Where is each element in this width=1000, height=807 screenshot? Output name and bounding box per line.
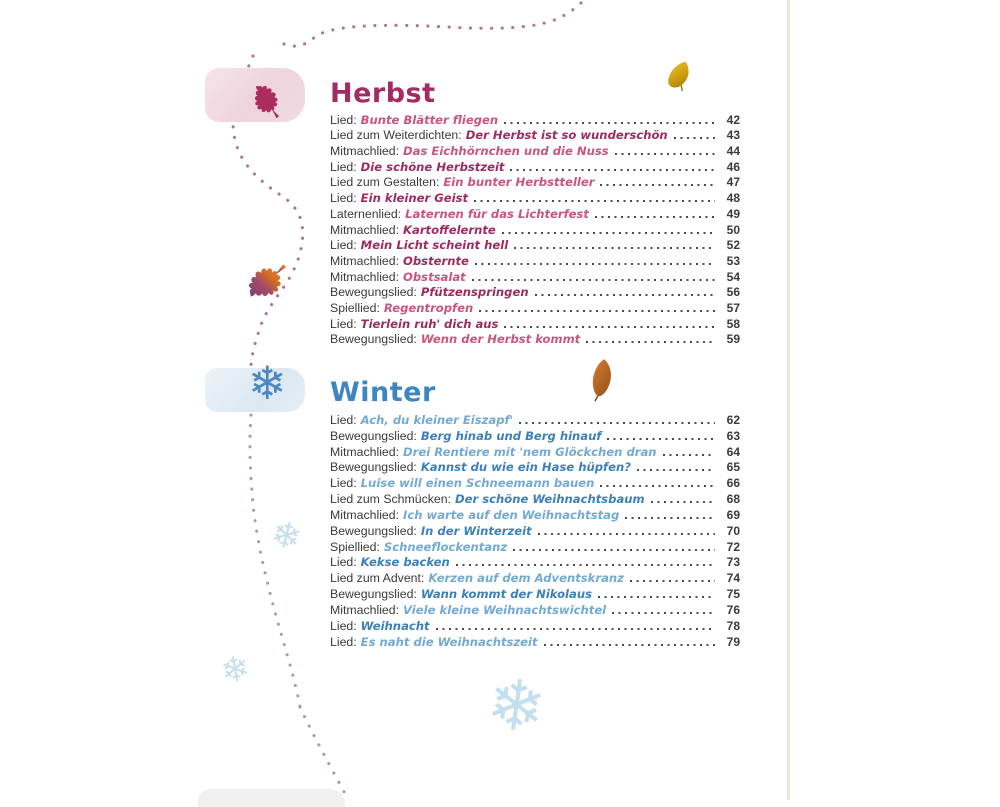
toc-row-title: Obsternte [403,253,469,268]
toc-row [330,221,740,237]
toc-row-page: 58 [726,316,740,331]
toc-row [330,522,740,538]
toc-row-label: Lied: [330,555,357,570]
toc-row-title: Viele kleine Weihnachtswichtel [403,602,607,617]
dotted-leader [510,169,715,171]
toc-row-label: Lied: [330,634,357,649]
toc-row-label: Lied: [330,412,357,427]
dotted-leader [436,628,715,630]
toc-row-page: 74 [726,571,740,586]
dotted-leader [586,341,715,343]
dotted-leader [479,310,715,312]
toc-row-page: 76 [726,602,740,617]
toc-row-title: Tierlein ruh' dich aus [360,316,499,331]
dotted-leader [513,549,715,551]
dotted-leader [612,612,715,614]
toc-row-label: Lied: [330,159,357,174]
toc-row-title: Luise will einen Schneemann bauen [360,476,595,491]
toc-row [330,538,740,554]
toc-row-page: 46 [726,159,740,174]
dotted-leader [474,200,715,202]
toc-row-page: 43 [726,128,740,143]
toc-row-page: 68 [726,492,740,507]
dotted-leader [651,501,715,503]
toc-row [330,142,740,158]
toc-row [330,252,740,268]
toc-row [330,174,740,190]
toc-row-page: 59 [726,332,740,347]
toc-row-page: 69 [726,507,740,522]
dotted-leader [502,232,715,234]
dotted-leader [674,137,715,139]
toc-row [330,127,740,143]
toc-row-title: Kerzen auf dem Adventskranz [428,571,624,586]
toc-row-page: 70 [726,523,740,538]
dotted-trail-bottom [300,707,348,799]
toc-row-title: Der schöne Weihnachtsbaum [454,492,645,507]
herbst-section-title: Herbst [330,78,436,109]
toc-row-title: Schneeflockentanz [383,539,508,554]
toc-row-label: Lied: [330,618,357,633]
toc-row-page: 78 [726,618,740,633]
toc-row-page: 73 [726,555,740,570]
toc-row-label: Bewegungslied: [330,587,417,602]
dotted-leader [544,644,715,646]
toc-row [330,601,740,617]
toc-row-title: Laternen für das Lichterfest [405,206,589,221]
dotted-leader [475,263,715,265]
toc-row [330,158,740,174]
toc-row [330,411,740,427]
toc-row-title: Ein bunter Herbstteller [443,175,595,190]
toc-row-label: Lied: [330,191,357,206]
toc-row-page: 66 [726,476,740,491]
toc-row-title: Bunte Blätter fliegen [360,112,499,127]
toc-row-page: 53 [726,253,740,268]
toc-row [330,268,740,284]
toc-row-title: Ein kleiner Geist [360,191,469,206]
toc-row-label: Mitmachlied: [330,602,400,617]
page-edge-line [787,0,790,800]
toc-row-label: Laternenlied: [330,206,402,221]
toc-row [330,315,740,331]
toc-row [330,585,740,601]
toc-row-page: 57 [726,300,740,315]
dotted-leader [630,580,715,582]
toc-row-title: Es naht die Weihnachtszeit [360,634,538,649]
toc-row-title: Berg hinab und Berg hinauf [420,428,602,443]
toc-row [330,554,740,570]
toc-row-page: 79 [726,634,740,649]
toc-row-title: Mein Licht scheint hell [360,238,509,253]
dotted-leader [504,122,715,124]
toc-row-label: Lied: [330,112,357,127]
toc-row-title: Pfützenspringen [420,285,529,300]
toc-row-title: Ich warte auf den Weihnachtstag [403,507,620,522]
dotted-trail-top [284,2,582,46]
toc-row-page: 75 [726,587,740,602]
toc-row-label: Mitmachlied: [330,507,400,522]
toc-row-title: Kartoffelernte [403,222,496,237]
dotted-leader [615,153,715,155]
toc-row-label: Spiellied: [330,539,380,554]
dotted-trail-left-lower [250,415,300,707]
toc-row [330,284,740,300]
toc-row [330,443,740,459]
dotted-leader [595,216,715,218]
dotted-leader [519,422,715,424]
toc-row [330,237,740,253]
toc-row-title: Weihnacht [360,618,430,633]
toc-row-page: 72 [726,539,740,554]
toc-row-title: Der Herbst ist so wunderschön [465,128,668,143]
toc-row [330,111,740,127]
toc-row [330,189,740,205]
toc-row-label: Bewegungslied: [330,428,417,443]
toc-row-title: Das Eichhörnchen und die Nuss [403,144,609,159]
toc-row-label: Lied: [330,238,357,253]
toc-row-label: Bewegungslied: [330,285,417,300]
toc-row-title: Kannst du wie ein Hase hüpfen? [420,460,631,475]
toc-row [330,427,740,443]
toc-row [330,299,740,315]
toc-row-label: Bewegungslied: [330,332,417,347]
toc-row-label: Lied zum Weiterdichten: [330,128,462,143]
dotted-leader [598,596,715,598]
toc-row-title: Wann kommt der Nikolaus [420,587,593,602]
snowflake-large-icon: ❄ [481,661,552,751]
dotted-leader [625,517,715,519]
toc-row-title: Drei Rentiere mit 'nem Glöckchen dran [403,444,657,459]
snowflake-small-icon: ❄ [266,512,306,561]
dotted-leader [600,485,715,487]
toc-row [330,331,740,347]
snowflake-icon: ❄ [248,356,287,410]
toc-row-label: Bewegungslied: [330,460,417,475]
toc-row-page: 52 [726,238,740,253]
toc-row-title: Ach, du kleiner Eiszapf' [360,412,514,427]
toc-row-label: Mitmachlied: [330,253,400,268]
dotted-leader [607,438,715,440]
dotted-leader [538,533,715,535]
toc-row [330,490,740,506]
winter-section-title: Winter [330,377,436,408]
toc-row-title: Wenn der Herbst kommt [420,332,581,347]
toc-row [330,474,740,490]
toc-row [330,459,740,475]
toc-row-page: 64 [726,444,740,459]
toc-row-page: 44 [726,144,740,159]
toc-row-page: 63 [726,428,740,443]
dotted-leader [600,184,715,186]
next-section-box-peek [198,789,345,807]
snowflake-medium-icon: ❄ [217,647,253,693]
toc-row-label: Lied zum Schmücken: [330,492,451,507]
toc-row [330,569,740,585]
toc-row-title: Kekse backen [360,555,450,570]
toc-row-page: 62 [726,412,740,427]
toc-row-title: Die schöne Herbstzeit [360,159,505,174]
toc-row-label: Lied zum Advent: [330,571,425,586]
toc-row-page: 65 [726,460,740,475]
toc-row [330,205,740,221]
toc-row-label: Mitmachlied: [330,444,400,459]
toc-row-label: Mitmachlied: [330,222,400,237]
toc-row-label: Lied: [330,476,357,491]
toc-row [330,633,740,649]
toc-row-label: Spiellied: [330,300,380,315]
dotted-leader [637,469,715,471]
toc-row-title: In der Winterzeit [420,523,532,538]
toc-row-page: 56 [726,285,740,300]
toc-row-label: Bewegungslied: [330,523,417,538]
toc-row-label: Lied zum Gestalten: [330,175,440,190]
toc-row-label: Mitmachlied: [330,144,400,159]
toc-row-title: Regentropfen [383,300,474,315]
toc-row-title: Obstsalat [403,269,466,284]
toc-row-page: 47 [726,175,740,190]
toc-row-page: 49 [726,206,740,221]
toc-row-page: 54 [726,269,740,284]
dotted-leader [514,247,715,249]
toc-row-page: 42 [726,112,740,127]
toc-row-label: Mitmachlied: [330,269,400,284]
toc-row [330,506,740,522]
dotted-leader [456,564,715,566]
toc-row-label: Lied: [330,316,357,331]
dotted-leader [663,454,715,456]
toc-row-page: 48 [726,191,740,206]
herbst-toc-list [330,111,740,346]
winter-toc-list [330,411,740,649]
dotted-leader [535,294,715,296]
dotted-leader [472,279,715,281]
toc-row-page: 50 [726,222,740,237]
dotted-leader [504,326,715,328]
toc-row [330,617,740,633]
